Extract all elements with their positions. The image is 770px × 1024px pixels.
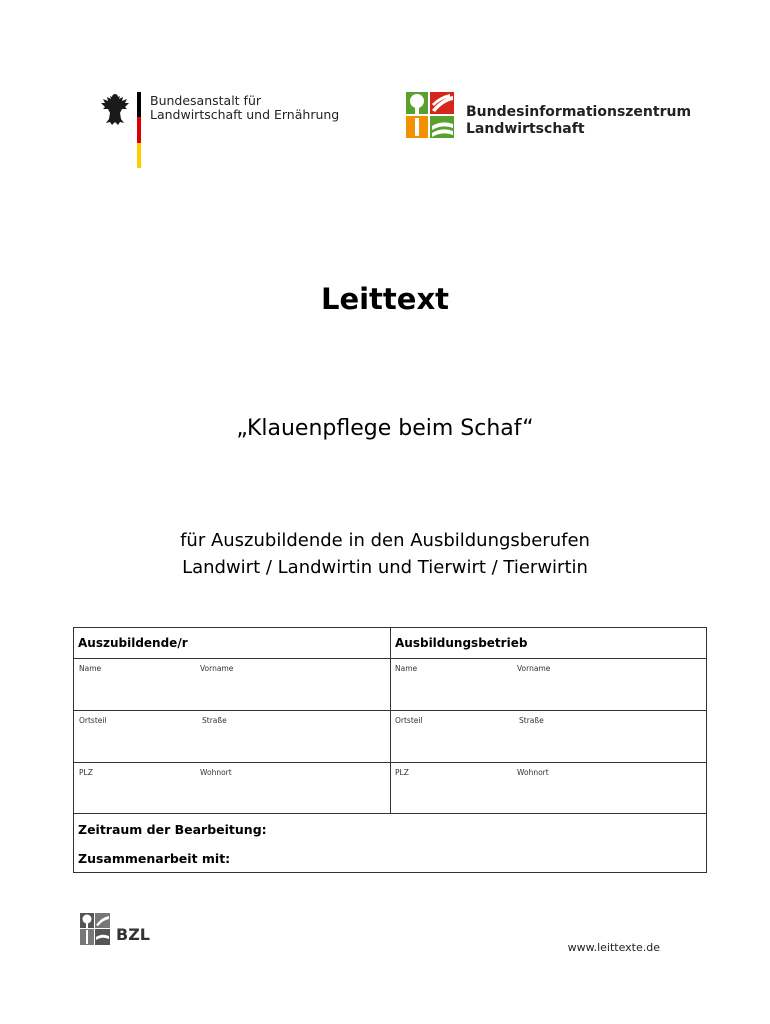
- bzl-name-line2: Landwirtschaft: [466, 121, 585, 137]
- row-divider: [74, 813, 706, 814]
- ble-name: [150, 94, 339, 122]
- federal-eagle-icon: [100, 92, 130, 126]
- company-plz-field[interactable]: PLZ: [395, 768, 409, 777]
- column-divider: [390, 628, 391, 814]
- trainee-name-field[interactable]: Name: [79, 664, 102, 673]
- company-wohnort-field[interactable]: Wohnort: [517, 768, 549, 777]
- trainee-strasse-field[interactable]: Straße: [202, 716, 227, 725]
- bzl-emblem-icon: [406, 92, 456, 138]
- german-flag-bar: [137, 92, 141, 168]
- bzl-name-line1: Bundesinformationszentrum: [466, 104, 692, 120]
- ble-name-line1: Bundesanstalt für: [150, 93, 262, 108]
- trainee-vorname-field[interactable]: Vorname: [200, 664, 234, 673]
- ble-logo: [100, 92, 360, 172]
- company-name-field[interactable]: Name: [395, 664, 418, 673]
- company-ortsteil-field[interactable]: Ortsteil: [395, 716, 423, 725]
- trainee-plz-field[interactable]: PLZ: [79, 768, 93, 777]
- bzl-small-emblem-icon: [80, 913, 110, 945]
- bzl-short-label: BZL: [116, 925, 150, 944]
- row-divider: [74, 658, 706, 659]
- target-audience: [0, 527, 770, 581]
- audience-line2: Landwirt / Landwirtin und Tierwirt / Tierwirtin: [182, 557, 588, 578]
- zusammenarbeit-field[interactable]: Zusammenarbeit mit:: [78, 851, 231, 866]
- bzl-name: [466, 104, 691, 138]
- document-subtitle: „Klauenpflege beim Schaf“: [236, 416, 534, 441]
- bzl-footer-logo: [80, 913, 160, 947]
- row-divider: [74, 710, 706, 711]
- document-title: Leittext: [320, 282, 450, 316]
- website-url[interactable]: www.leittexte.de: [567, 941, 660, 954]
- trainee-ortsteil-field[interactable]: Ortsteil: [79, 716, 107, 725]
- company-vorname-field[interactable]: Vorname: [517, 664, 551, 673]
- trainee-form: [73, 627, 707, 873]
- audience-line1: für Auszubildende in den Ausbildungsberufen: [180, 530, 590, 551]
- bzl-logo: [406, 92, 706, 142]
- trainee-wohnort-field[interactable]: Wohnort: [200, 768, 232, 777]
- zeitraum-field[interactable]: Zeitraum der Bearbeitung:: [78, 822, 267, 837]
- trainee-column-header: Auszubildende/r: [78, 636, 188, 650]
- company-column-header: Ausbildungsbetrieb: [395, 636, 528, 650]
- row-divider: [74, 762, 706, 763]
- ble-name-line2: Landwirtschaft und Ernährung: [150, 107, 340, 122]
- company-strasse-field[interactable]: Straße: [519, 716, 544, 725]
